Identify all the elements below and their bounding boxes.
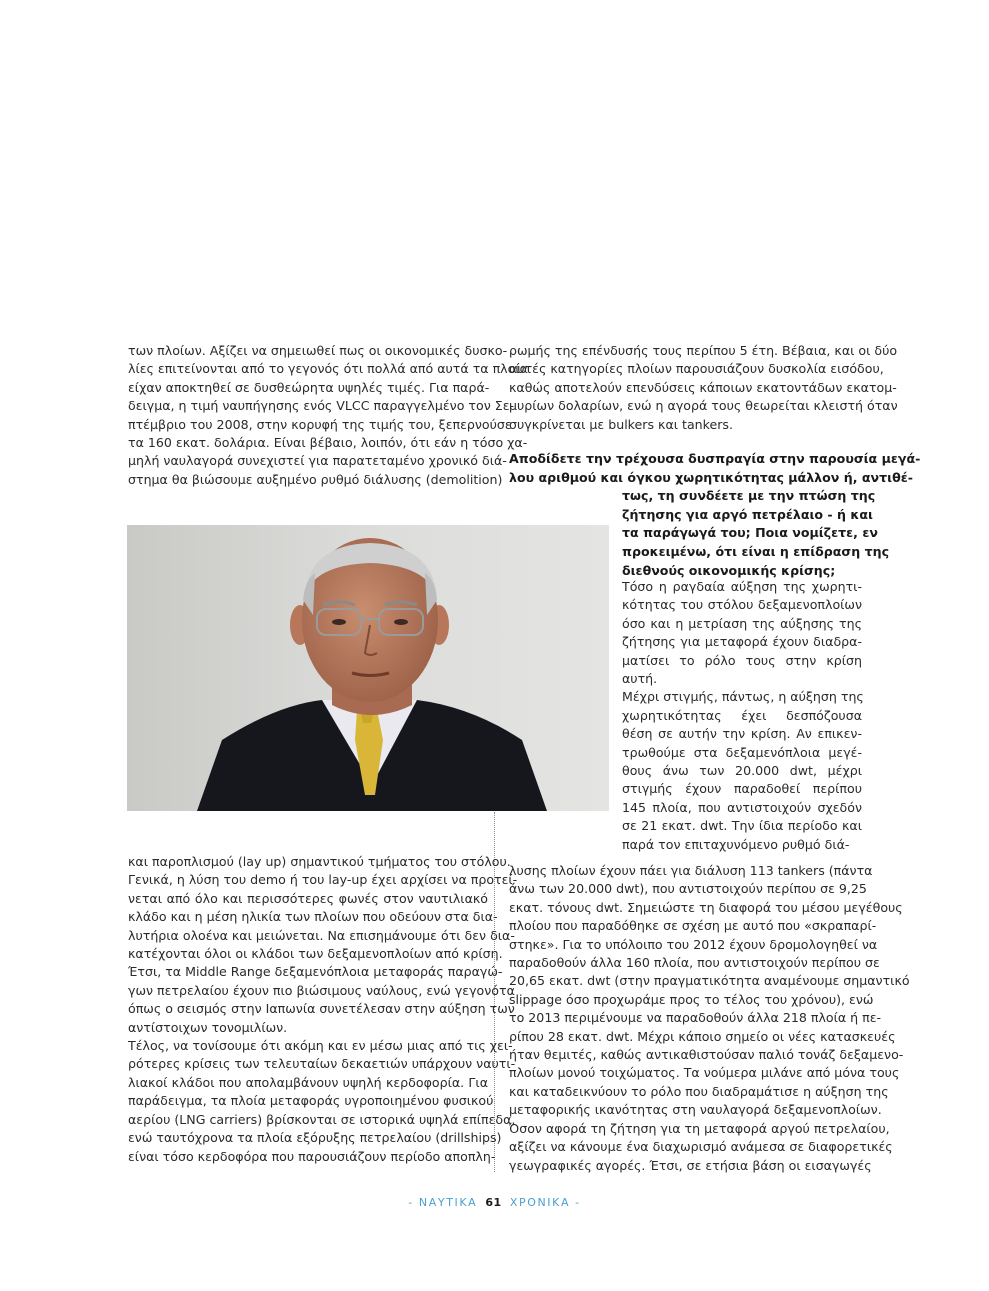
page-footer bbox=[0, 1196, 989, 1209]
text-line: κατέχονται όλοι οι κλάδοι των δεξαμενοπλοίων από κρίση. bbox=[128, 946, 503, 962]
text-line: το 2013 περιμένουμε να παραδοθούν άλλα 218 πλοία ή πε- bbox=[509, 1010, 882, 1026]
text-line: τα 160 εκατ. δολάρια. Είναι βέβαιο, λοιπόν, ότι εάν η τόσο χα- bbox=[128, 435, 528, 451]
text-line: ζήτησης για μεταφορά έχουν διαδρα- bbox=[622, 634, 862, 650]
text-line: μηλή ναυλαγορά συνεχιστεί για παρατεταμένο χρονικό διά- bbox=[128, 453, 507, 469]
text-line: χωρητικότητας έχει δεσπόζουσα bbox=[622, 707, 862, 723]
text-line: slippage όσο προχωράμε προς το τέλος του χρόνου), ενώ bbox=[509, 991, 874, 1007]
text-line: αερίου (LNG carriers) βρίσκονται σε ιστορικά υψηλά επίπεδα, bbox=[128, 1111, 516, 1127]
text-line: άνω των 20.000 dwt), που αντιστοιχούν περίπου σε 9,25 bbox=[509, 881, 867, 897]
text-line: 145 πλοία, που αντιστοιχούν σχεδόν bbox=[622, 799, 862, 815]
text-line: Τόσο η ραγδαία αύξηση της χωρητι- bbox=[622, 579, 862, 594]
text-line: Όσον αφορά τη ζήτηση για τη μεταφορά αργού πετρελαίου, bbox=[509, 1120, 890, 1136]
text-line: μεταφορικής ικανότητας στη ναυλαγορά δεξαμενοπλοίων. bbox=[509, 1102, 882, 1118]
text-line: ζήτησης για αργό πετρέλαιο - ή και bbox=[622, 506, 873, 522]
text-line: όπως ο σεισμός στην Ιαπωνία συνετέλεσαν στην αύξηση των bbox=[128, 1001, 515, 1017]
answer-text-narrow bbox=[622, 578, 862, 854]
text-line: στημα θα βιώσουμε αυξημένο ρυθμό διάλυσης (demolition) bbox=[128, 471, 503, 487]
text-line: λιακοί κλάδοι που απολαμβάνουν υψηλή κερδοφορία. Για bbox=[128, 1074, 488, 1090]
text-line: αντίστοιχων τονομιλίων. bbox=[128, 1019, 288, 1035]
footer-magazine-left: - ΝΑΥΤΙΚΑ bbox=[408, 1196, 478, 1209]
text-line: Τέλος, να τονίσουμε ότι ακόμη και εν μέσω μιας από τις χει- bbox=[128, 1038, 513, 1054]
text-line: είναι τόσο κερδοφόρα που παρουσιάζουν περίοδο αποπλη- bbox=[128, 1148, 496, 1164]
text-line: είχαν αποκτηθεί σε δυσθεώρητα υψηλές τιμές. Για παρά- bbox=[128, 379, 490, 395]
text-line: ματίσει το ρόλο τους στην κρίση bbox=[622, 652, 862, 668]
text-line: κότητας του στόλου δεξαμενοπλοίων bbox=[622, 597, 862, 613]
text-line: αυτή. bbox=[622, 671, 658, 687]
text-line: πλοίων μονού τοιχώματος. Τα νούμερα μιλάνε από μόνα τους bbox=[509, 1065, 900, 1081]
text-line: Αποδίδετε την τρέχουσα δυσπραγία στην παρουσία μεγά- bbox=[509, 451, 921, 466]
page-number: 61 bbox=[485, 1196, 502, 1209]
text-line: Έτσι, τα Middle Range δεξαμενόπλοια μεταφοράς παραγώ- bbox=[128, 964, 503, 980]
text-line: λίες επιτείνονται από το γεγονός ότι πολλά από αυτά τα πλοία bbox=[128, 361, 528, 377]
left-column-bottom-text bbox=[128, 853, 518, 1166]
text-line: ήταν θεμιτές, καθώς αντικαθιστούσαν παλιό τονάζ δεξαμενο- bbox=[509, 1047, 904, 1063]
text-line: αυτές κατηγορίες πλοίων παρουσιάζουν δυσκολία εισόδου, bbox=[509, 361, 884, 377]
text-line: αξίζει να κάνουμε ένα διαχωρισμό ανάμεσα σε διαφορετικές bbox=[509, 1139, 893, 1155]
text-line: νεται από όλο και περισσότερες φωνές στον ναυτιλιακό bbox=[128, 890, 488, 906]
right-column-bottom-text bbox=[509, 862, 910, 1175]
text-line: θέση σε αυτήν την κρίση. Αν επικεν- bbox=[622, 726, 862, 742]
text-line: παραδοθούν άλλα 160 πλοία, που αντιστοιχούν περίπου σε bbox=[509, 955, 880, 971]
text-line: δειγμα, η τιμή ναυπήγησης ενός VLCC παραγγελμένο τον Σε- bbox=[128, 398, 515, 414]
text-line: τως, τη συνδέετε με την πτώση της bbox=[622, 488, 876, 504]
text-line: των πλοίων. Αξίζει να σημειωθεί πως οι οικονομικές δυσκο- bbox=[128, 343, 508, 358]
text-line: και παροπλισμού (lay up) σημαντικού τμήματος του στόλου. bbox=[128, 854, 511, 869]
text-line: στιγμής έχουν παραδοθεί περίπου bbox=[622, 781, 862, 797]
text-line: κλάδο και η μέση ηλικία των πλοίων που οδεύουν στα δια- bbox=[128, 909, 498, 925]
text-line: θους άνω των 20.000 dwt, μέχρι bbox=[622, 763, 862, 779]
text-line: και καταδεικνύουν το ρόλο που διαδραμάτισε η αύξηση της bbox=[509, 1083, 889, 1099]
text-line: εκατ. τόνους dwt. Σημειώστε τη διαφορά του μέσου μεγέθους bbox=[509, 899, 903, 915]
text-line: ενώ ταυτόχρονα τα πλοία εξόρυξης πετρελαίου (drillships) bbox=[128, 1130, 502, 1146]
text-line: καθώς αποτελούν επενδύσεις κάποιων εκατοντάδων εκατομ- bbox=[509, 379, 897, 395]
text-line: Μέχρι στιγμής, πάντως, η αύξηση της bbox=[622, 689, 864, 705]
interview-question bbox=[509, 450, 921, 580]
text-line: πτέμβριο του 2008, στην κορυφή της τιμής του, ξεπερνούσε bbox=[128, 416, 512, 432]
text-line: πλοίου που παραδόθηκε σε σχέση με αυτό που «σκραπαρί- bbox=[509, 918, 877, 934]
text-line: παράδειγμα, τα πλοία μεταφοράς υγροποιημένου φυσικού bbox=[128, 1093, 494, 1109]
text-line: ρότερες κρίσεις των τελευταίων δεκαετιών υπάρχουν ναυτι- bbox=[128, 1056, 516, 1072]
right-column-top-text bbox=[509, 342, 898, 434]
text-line: Γενικά, η λύση του demo ή του lay-up έχει αρχίσει να προτεί- bbox=[128, 872, 518, 888]
text-line: συγκρίνεται με bulkers και tankers. bbox=[509, 416, 733, 432]
footer-magazine-right: ΧΡΟΝΙΚΑ - bbox=[509, 1196, 581, 1209]
text-line: σε 21 εκατ. dwt. Την ίδια περίοδο και bbox=[622, 818, 862, 834]
text-line: παρά τον επιταχυνόμενο ρυθμό διά- bbox=[622, 836, 850, 852]
text-line: ρωμής της επένδυσής τους περίπου 5 έτη. Βέβαια, και οι δύο bbox=[509, 343, 898, 358]
text-line: διεθνούς οικονομικής κρίσης; bbox=[622, 562, 836, 578]
text-line: ρίπου 28 εκατ. dwt. Μέχρι κάποιο σημείο οι νέες κατασκευές bbox=[509, 1028, 896, 1044]
text-line: γεωγραφικές αγορές. Έτσι, σε ετήσια βάση οι εισαγωγές bbox=[509, 1157, 872, 1173]
text-line: όσο και η μετρίαση της αύξησης της bbox=[622, 615, 862, 631]
text-line: λυσης πλοίων έχουν πάει για διάλυση 113 tankers (πάντα bbox=[509, 863, 873, 878]
text-line: προκειμένω, ότι είναι η επίδραση της bbox=[622, 543, 890, 559]
text-line: μυρίων δολαρίων, ενώ η αγορά τους θεωρείται κλειστή όταν bbox=[509, 398, 898, 414]
text-line: γων πετρελαίου έχουν πιο βιώσιμους ναύλους, ενώ γεγονότα bbox=[128, 982, 515, 998]
text-line: λυτήρια ολοένα και μειώνεται. Να επισημάνουμε ότι δεν δια- bbox=[128, 927, 515, 943]
text-line: τα παράγωγά του; Ποια νομίζετε, εν bbox=[622, 525, 878, 541]
text-line: στηκε». Για το υπόλοιπο του 2012 έχουν δρομολογηθεί να bbox=[509, 936, 878, 952]
text-line: 20,65 εκατ. dwt (στην πραγματικότητα αναμένουμε σημαντικό bbox=[509, 973, 910, 989]
text-line: λου αριθμού και όγκου χωρητικότητας μάλλον ή, αντιθέ- bbox=[509, 469, 913, 485]
left-column-top-text bbox=[128, 342, 528, 489]
text-line: τρωθούμε στα δεξαμενόπλοια μεγέ- bbox=[622, 744, 862, 760]
